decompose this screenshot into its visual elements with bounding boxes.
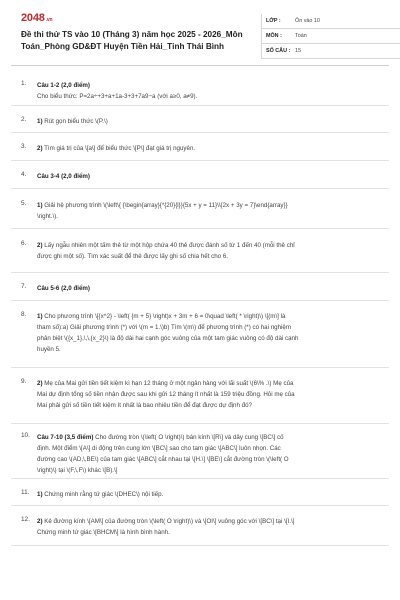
question-number: 7. [21, 283, 27, 290]
question-item [11, 479, 389, 506]
question-body [37, 311, 389, 367]
question-item [11, 273, 389, 301]
question-body [37, 283, 389, 300]
question-line: Mai dự định tổng số tiền nhận được sau khi gửi 12 tháng ít nhất là 159 triệu đồng. Hỏi mẹ của [37, 391, 295, 398]
question-line: 1) Giải hệ phương trình \(\left\{ {\begin{array}{*{20}{l}}{5x + y = 11}\\{2x + 3y = 7}\end{array}} [37, 202, 288, 209]
site-logo[interactable] [21, 12, 52, 24]
question-item [11, 189, 389, 229]
question-line: \right.\). [37, 213, 58, 220]
question-line: Câu 7-10 (3,5 điểm) Cho đường tròn \(\left( O \right)\) bán kính \[R\] và dây cung \[BC\] cố [37, 434, 284, 441]
question-item [11, 368, 389, 424]
question-number: 2. [21, 116, 27, 123]
meta-label-question-count: SỐ CÂU : [266, 48, 291, 54]
question-line: Câu 5-6 (2,0 điểm) [37, 285, 90, 292]
question-line: 2) Tìm giá trị của \[a\] để biểu thức \[P\] đạt giá trị nguyên. [37, 145, 196, 152]
question-body [37, 200, 389, 228]
question-line: 1) Cho phương trình \[{x^2} - \left( {m + 5} \right)x + 3m + 6 = 0\quad \left( * \right)\) \[(m\] là [37, 313, 286, 320]
question-number: 11. [21, 489, 30, 496]
question-item [11, 229, 389, 273]
meta-value-subject: Toán [295, 33, 307, 39]
question-item [11, 506, 389, 546]
question-body [37, 432, 389, 478]
meta-row-subject [262, 29, 400, 44]
question-body [37, 80, 389, 105]
meta-value-class: Ôn vào 10 [295, 18, 320, 24]
question-body [37, 116, 389, 132]
question-item [11, 161, 389, 189]
question-line: định. Một điểm \[A\] di động trên cung lớn \[BC\] sao cho tam giác \[ABC\] luôn nhọn. Các [37, 445, 281, 452]
question-line: 2) Lấy ngẫu nhiên một tấm thẻ từ một hộp chứa 40 thẻ được đánh số từ 1 đến 40 (mỗi thẻ chỉ [37, 242, 295, 249]
question-body [37, 378, 389, 423]
question-line: tham số):a) Giải phương trình (*) với \(m = 1.\)b) Tìm \(m\) để phương trình (*) có hai nghiệm [37, 324, 292, 331]
question-number: 9. [21, 378, 27, 385]
question-line: Cho biểu thức: P=2a÷+3+a+1a-3+3+7a9−a (với a≥0, a≠9). [37, 93, 198, 100]
question-line: 1) Rút gọn biểu thức \(P.\) [37, 118, 108, 125]
question-line: \right)\) tại \(F,\,F\) khác \[B).\] [37, 467, 118, 474]
question-line: huyền 5. [37, 346, 61, 353]
question-line: Chứng minh tứ giác \[BHCM\] là hình bình hành. [37, 529, 170, 536]
question-line: Mai phải gửi số tiền tiết kiệm ít nhất là bao nhiêu tiền để đạt được dự định đó? [37, 402, 252, 409]
question-line: được ghi một số). Tìm xác suất để thẻ được lấy ghi số chia hết cho 6. [37, 253, 228, 260]
meta-label-subject: MÔN : [266, 33, 282, 39]
meta-row-question-count [262, 44, 400, 59]
question-item [11, 133, 389, 161]
question-body [37, 143, 389, 160]
question-line: Câu 3-4 (2,0 điểm) [37, 173, 90, 180]
question-line: 2) Kẻ đường kính \[AM\] của đường tròn \(\left( O \right)\) và \[OI\] vuông góc với \[BC\] tại \[I.\] [37, 518, 295, 525]
meta-label-class: LỚP : [266, 18, 281, 24]
question-body [37, 489, 389, 505]
logo-suffix: .vn [45, 17, 53, 23]
question-number: 1. [21, 80, 27, 87]
question-number: 5. [21, 200, 27, 207]
question-body [37, 516, 389, 545]
question-number: 3. [21, 143, 27, 150]
question-number: 4. [21, 171, 27, 178]
question-line: 2) Mẹ của Mai gửi tiền tiết kiệm kì hạn 12 tháng ở một ngân hàng với lãi suất \(6\% .\) Mẹ của [37, 380, 294, 387]
exam-meta-table [261, 14, 400, 59]
meta-value-question-count: 15 [295, 48, 301, 54]
question-number: 12. [21, 516, 30, 523]
meta-row-class [262, 14, 400, 29]
question-body [37, 171, 389, 188]
question-item [11, 106, 389, 133]
question-line: Câu 1-2 (2,0 điểm) [37, 82, 90, 89]
question-number: 6. [21, 240, 27, 247]
question-line: 1) Chứng minh rằng tứ giác \(DHEC\) nội tiếp. [37, 491, 164, 498]
question-line: phân biệt \({x_1},\,\,{x_2}\) là độ dài hai cạnh góc vuông của một tam giác vuông có độ dài cạnh [37, 335, 299, 342]
exam-title: Đề thi thử TS vào 10 (Tháng 3) năm học 2025 - 2026_Môn Toán_Phòng GD&ĐT Huyện Tiền Hải_Tỉnh Thái Bình [21, 30, 243, 51]
document-header [11, 0, 389, 66]
question-item [11, 424, 389, 479]
question-line: đường cao \(AD,\,BE\) của tam giác \[ABC\] cắt nhau tại \[H.\] \[BE\] cắt đường tròn \(\left( O [37, 456, 289, 463]
question-list [11, 66, 389, 546]
question-item [11, 301, 389, 368]
logo-text: 2048 [21, 12, 45, 24]
question-item [11, 66, 389, 106]
question-number: 10. [21, 432, 30, 439]
question-body [37, 240, 389, 272]
question-number: 8. [21, 311, 27, 318]
